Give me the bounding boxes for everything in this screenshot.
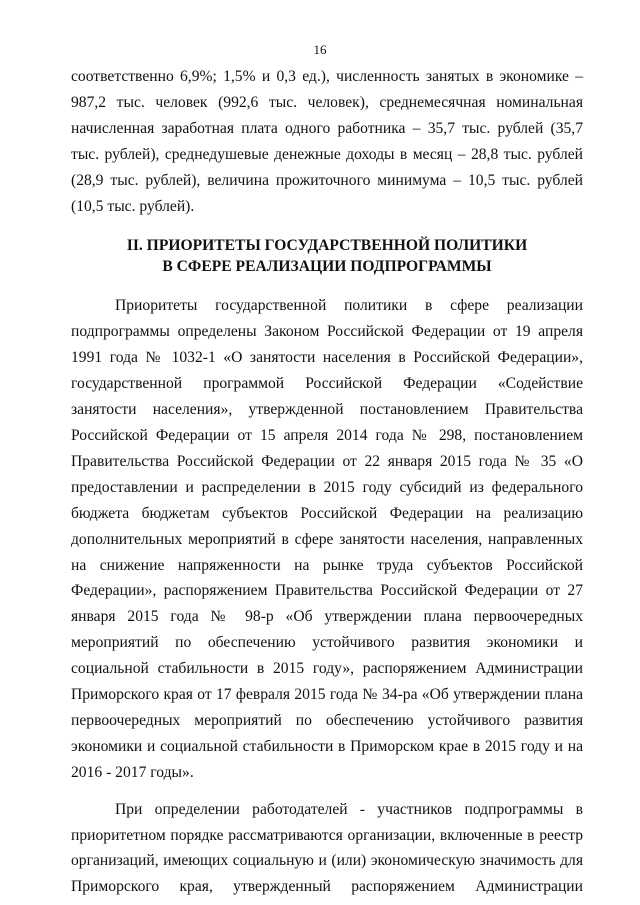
paragraph-employer-selection: При определении работодателей - участников подпрограммы в приоритетном порядке рассматриваются организации, включенные в реестр организаций, имеющих социальную и (или) экономическую значимость для Приморского края, утвержденный распоряжением Администрации xyxy=(71,800,583,896)
section-title xyxy=(71,235,583,277)
document-body xyxy=(71,64,583,900)
paragraph-policy-priorities: Приоритеты государственной политики в сфере реализации подпрограммы определены Законом Российской Федерации от 19 апреля 1991 года № 1032-1 «О занятости населения в Российской Федерации», государственной программой Российской Федерации «Содействие занятости населения», утвержденной постановлением Правительства Российской Федерации от 15 апреля 2014 года № 298, постановлением Правительства Российской Федерации от 22 января 2015 года № 35 «О предоставлении и распределении в 2015 году субсидий из федерального бюджета бюджетам субъектов Российской Федерации на реализацию дополнительных мероприятий в сфере занятости населения, направленных на снижение напряженности на рынке труда субъектов Российской Федерации», распоряжением Правительства Российской Федерации от 27 января 2015 года № 98-р «Об утверждении плана первоочередных мероприятий по обеспечению устойчивого развития экономики и социальной стабильности в 2015 году», распоряжением Администрации Приморского края от 17 февраля 2015 года № 34-ра «Об утверждении плана первоочередных мероприятий по обеспечению устойчивого развития экономики и социальной стабильности в Приморском крае в 2015 году и на 2016 - 2017 годы». xyxy=(71,297,583,781)
paragraph-economic-indicators: соответственно 6,9%; 1,5% и 0,3 ед.), численность занятых в экономике – 987,2 тыс. человек (992,6 тыс. человек), среднемесячная номинальная начисленная заработная плата одного работника – 35,7 тыс. рублей (35,7 тыс. рублей), среднедушевые денежные доходы в месяц – 28,8 тыс. рублей (28,9 тыс. рублей), величина прожиточного минимума – 10,5 тыс. рублей (10,5 тыс. рублей). xyxy=(71,68,583,215)
page-number: 16 xyxy=(313,42,327,57)
section-title-line-1: II. ПРИОРИТЕТЫ ГОСУДАРСТВЕННОЙ ПОЛИТИКИ xyxy=(126,237,528,255)
section-title-line-2: В СФЕРЕ РЕАЛИЗАЦИИ ПОДПРОГРАММЫ xyxy=(162,258,492,276)
